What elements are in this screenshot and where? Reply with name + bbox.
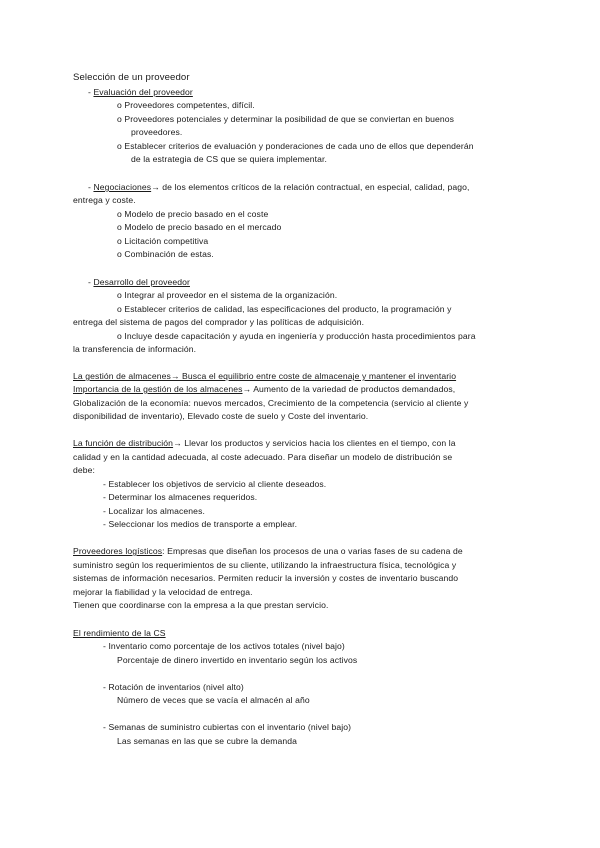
almacenes-importance-line bbox=[73, 383, 455, 395]
nego-heading-line bbox=[88, 181, 469, 193]
list-item: o Combinación de estas. bbox=[117, 249, 214, 259]
logisticos-text-continued: suministro según los requerimientos de su cliente, utilizando la infraestructura física, tecnológica y bbox=[73, 560, 457, 570]
almacenes-importance-heading: Importancia de la gestión de los almacenes bbox=[73, 384, 243, 394]
list-item: - Semanas de suministro cubiertas con el inventario (nivel bajo) bbox=[103, 722, 352, 732]
list-item-continued: proveedores. bbox=[131, 127, 183, 137]
list-item: o Integrar al proveedor en el sistema de la organización. bbox=[117, 290, 338, 300]
list-item-continued: la transferencia de información. bbox=[73, 344, 197, 354]
nego-text-continued: entrega y coste. bbox=[73, 195, 136, 205]
list-item: - Localizar los almacenes. bbox=[103, 506, 205, 516]
list-item-detail: Porcentaje de dinero invertido en inventario según los activos bbox=[117, 655, 358, 665]
list-item: o Modelo de precio basado en el mercado bbox=[117, 222, 282, 232]
eval-heading-line bbox=[88, 86, 193, 98]
almacenes-text-continued: disponibilidad de inventario), Elevado coste de suelo y Coste del inventario. bbox=[73, 411, 369, 421]
nego-heading: Negociaciones bbox=[93, 182, 152, 192]
eval-heading: Evaluación del proveedor bbox=[93, 87, 193, 97]
bullet: - bbox=[88, 277, 94, 287]
almacenes-text: → Aumento de la variedad de productos demandados, bbox=[242, 384, 456, 394]
dev-heading-line bbox=[88, 276, 190, 288]
logisticos-heading-line bbox=[73, 545, 463, 557]
logisticos-heading: Proveedores logísticos bbox=[73, 546, 163, 556]
nego-text: → de los elementos críticos de la relación contractual, en especial, calidad, pago, bbox=[151, 182, 470, 192]
bullet: - bbox=[88, 182, 94, 192]
distribucion-text-continued: calidad y en la cantidad adecuada, al coste adecuado. Para diseñar un modelo de distribución se bbox=[73, 452, 453, 462]
logisticos-text-continued: Tienen que coordinarse con la empresa a la que prestan servicio. bbox=[73, 600, 329, 610]
list-item: - Rotación de inventarios (nivel alto) bbox=[103, 682, 244, 692]
bullet: - bbox=[88, 87, 94, 97]
list-item: o Licitación competitiva bbox=[117, 236, 209, 246]
list-item: o Proveedores competentes, difícil. bbox=[117, 100, 255, 110]
distribucion-heading: La función de distribución bbox=[73, 438, 174, 448]
list-item-continued: entrega del sistema de pagos del comprador y las políticas de adquisición. bbox=[73, 317, 365, 327]
list-item: - Seleccionar los medios de transporte a emplear. bbox=[103, 519, 298, 529]
list-item: - Inventario como porcentaje de los activos totales (nivel bajo) bbox=[103, 641, 345, 651]
list-item: - Establecer los objetivos de servicio al cliente deseados. bbox=[103, 479, 327, 489]
list-item-detail: Número de veces que se vacía el almacén al año bbox=[117, 695, 310, 705]
dev-heading: Desarrollo del proveedor bbox=[93, 277, 190, 287]
almacenes-heading: La gestión de almacenes→ Busca el equilibrio entre coste de almacenaje y mantener el inventario bbox=[73, 371, 457, 381]
almacenes-text-continued: Globalización de la economía: nuevos mercados, Crecimiento de la competencia (servicio al cliente y bbox=[73, 398, 469, 408]
section-title: Selección de un proveedor bbox=[73, 72, 190, 83]
distribucion-text: → Llevar los productos y servicios hacia los clientes en el tiempo, con la bbox=[173, 438, 456, 448]
distribucion-text-continued: debe: bbox=[73, 465, 96, 475]
rendimiento-heading: El rendimiento de la CS bbox=[73, 628, 166, 638]
logisticos-text-continued: mejorar la fiabilidad y la velocidad de entrega. bbox=[73, 587, 253, 597]
list-item-detail: Las semanas en las que se cubre la demanda bbox=[117, 736, 298, 746]
distribucion-heading-line bbox=[73, 437, 456, 449]
logisticos-text: : Empresas que diseñan los procesos de una o varias fases de su cadena de bbox=[162, 546, 463, 556]
list-item: o Modelo de precio basado en el coste bbox=[117, 209, 269, 219]
list-item-continued: de la estrategia de CS que se quiera implementar. bbox=[131, 154, 327, 164]
list-item: o Establecer criterios de calidad, las especificaciones del producto, la programación y bbox=[117, 304, 452, 314]
list-item: - Determinar los almacenes requeridos. bbox=[103, 492, 258, 502]
logisticos-text-continued: sistemas de información necesarios. Permiten reducir la inversión y costes de inventario buscando bbox=[73, 573, 459, 583]
list-item: o Incluye desde capacitación y ayuda en ingeniería y producción hasta procedimientos para bbox=[117, 331, 476, 341]
list-item: o Proveedores potenciales y determinar la posibilidad de que se conviertan en buenos bbox=[117, 114, 455, 124]
list-item: o Establecer criterios de evaluación y ponderaciones de cada uno de ellos que dependerán bbox=[117, 141, 474, 151]
